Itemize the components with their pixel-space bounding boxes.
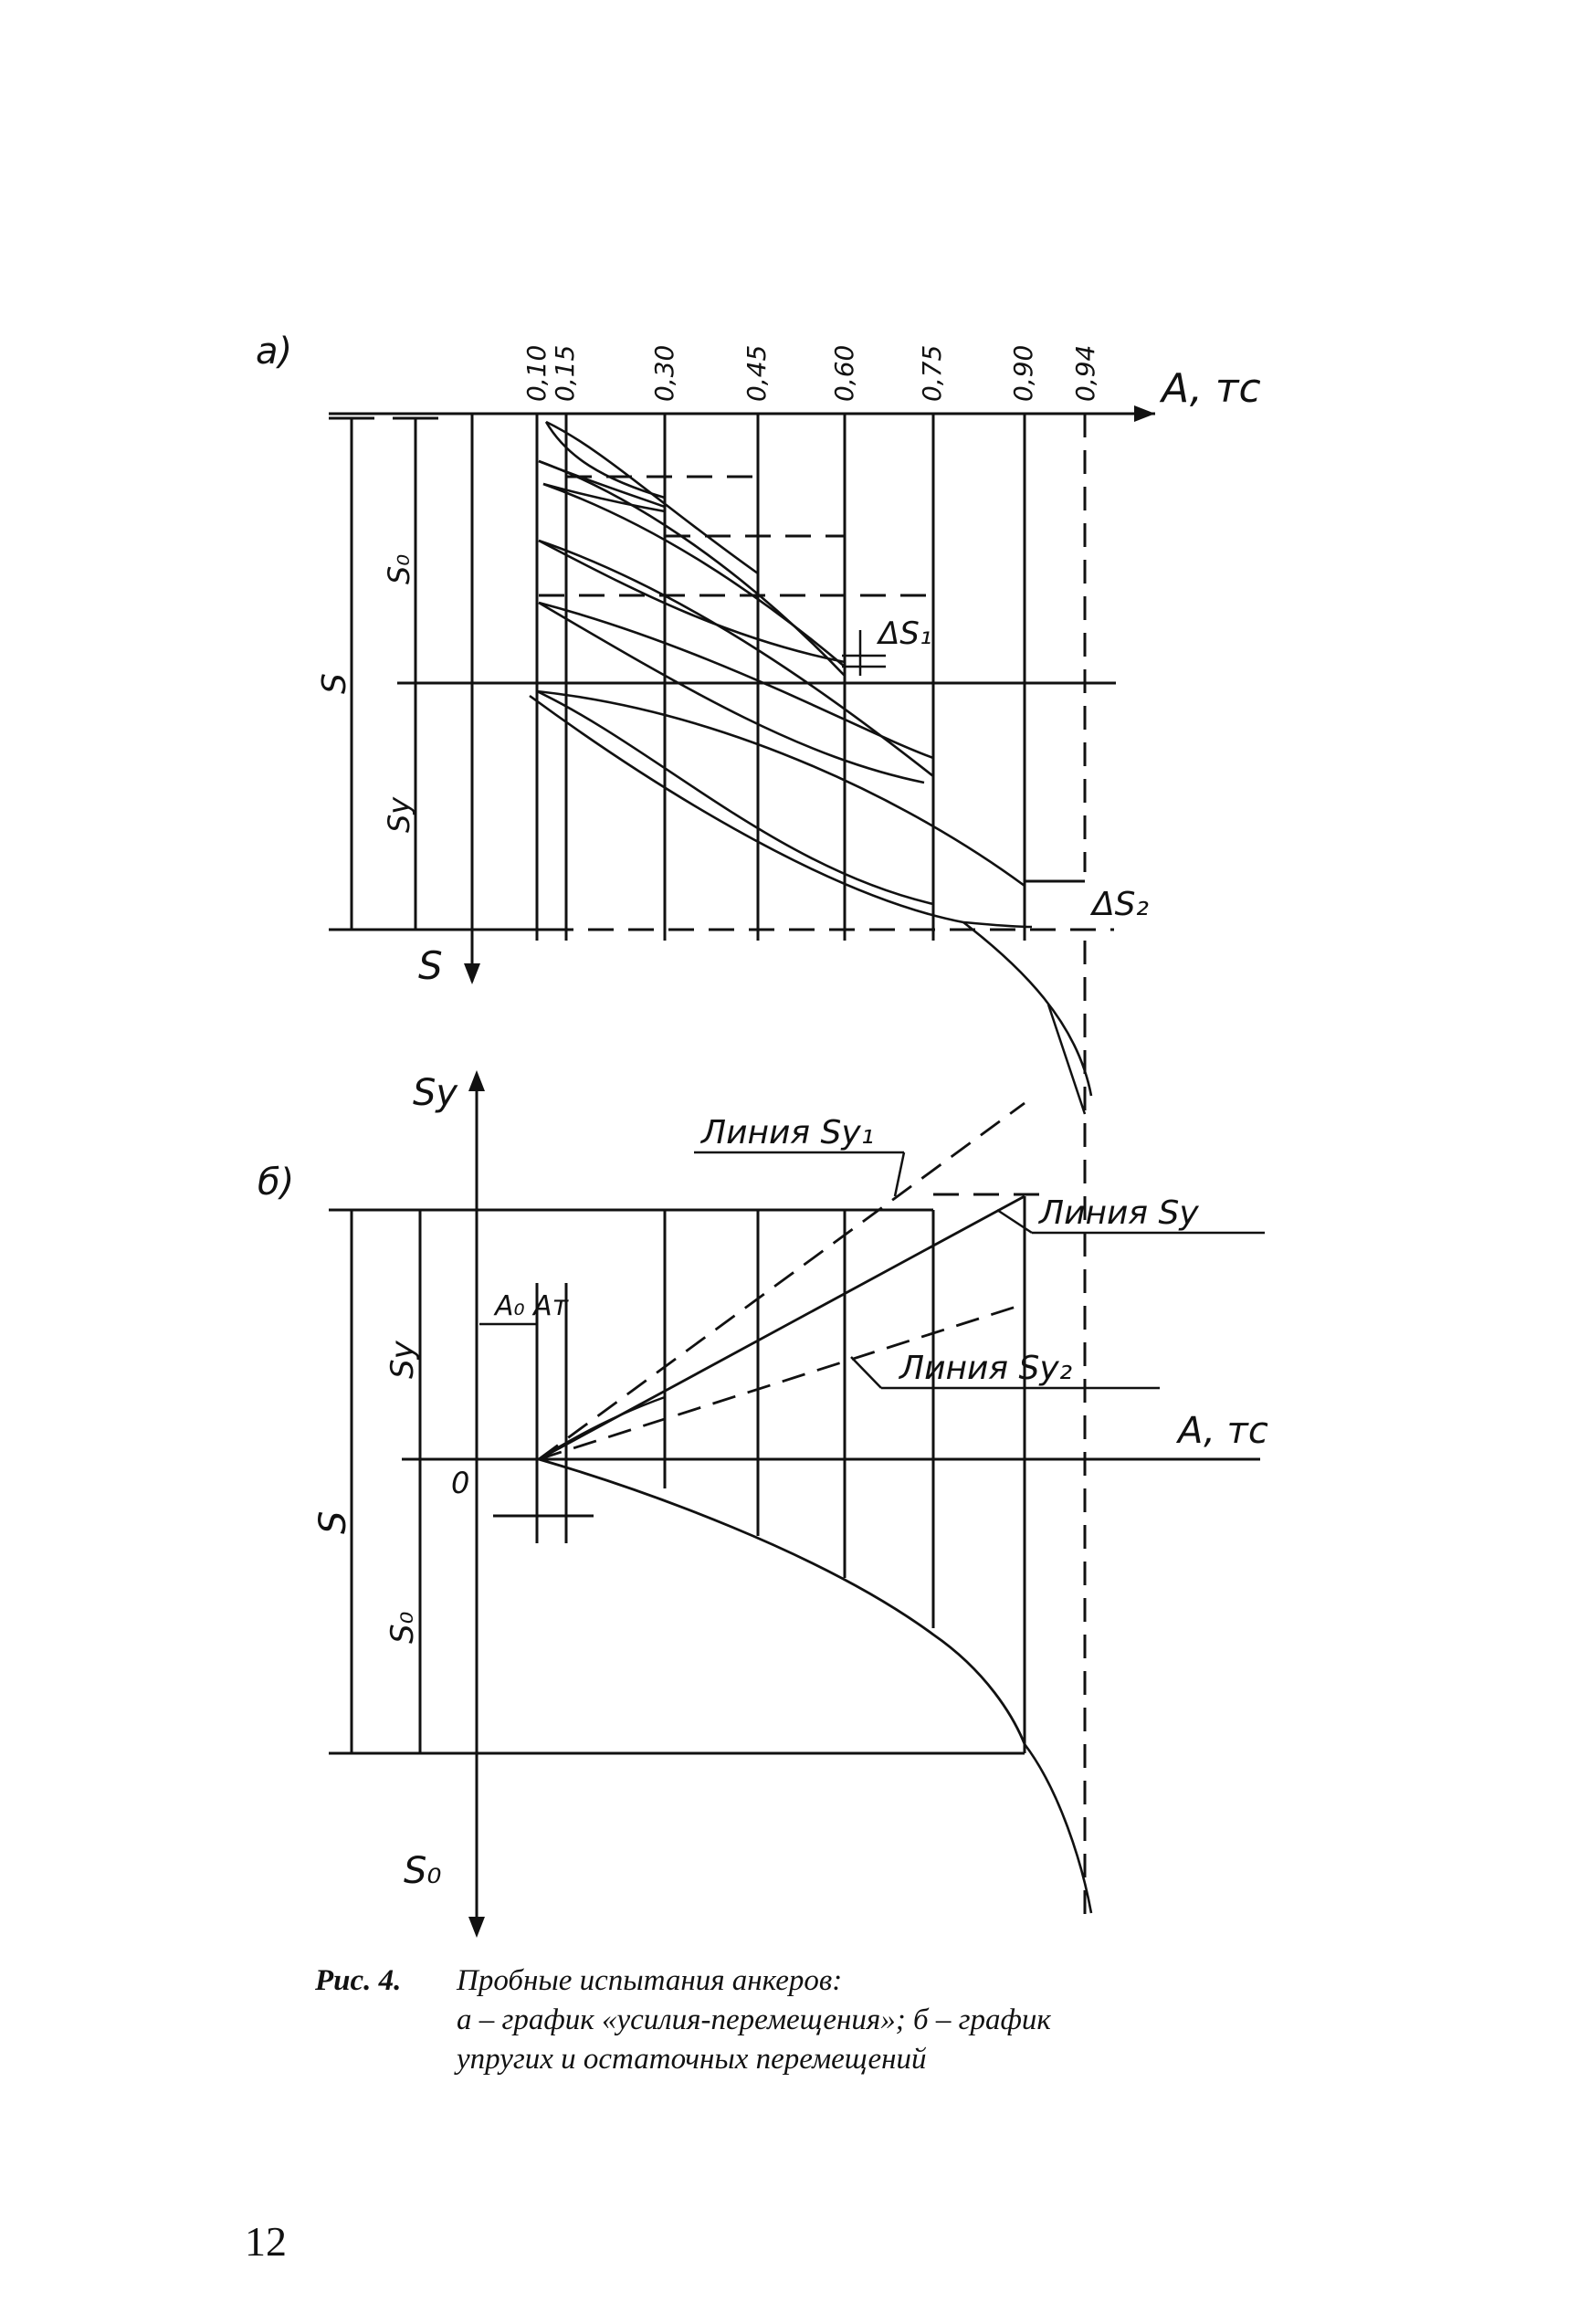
part-b-origin-label: 0 bbox=[451, 1466, 470, 1500]
part-a-dim-so: S₀ bbox=[382, 553, 416, 584]
part-a-dim-s: S bbox=[316, 673, 353, 694]
part-b-force-lines bbox=[537, 1196, 1025, 1753]
tick-label-0-30: 0,30 bbox=[649, 344, 679, 402]
tick-label-0-75: 0,75 bbox=[917, 344, 947, 402]
part-a-label: а) bbox=[256, 331, 293, 373]
part-b-boundaries bbox=[329, 1210, 1025, 1753]
part-b-a-labels: A₀ Aт bbox=[495, 1290, 569, 1322]
page-number: 12 bbox=[245, 2218, 287, 2265]
part-b-label: б) bbox=[258, 1162, 295, 1204]
caption-line-3: упругих и остаточных перемещений bbox=[457, 2043, 927, 2076]
part-b-line-sy2-label: Линия Sу₂ bbox=[899, 1350, 1073, 1387]
tick-label-0-94: 0,94 bbox=[1070, 344, 1100, 402]
part-b-line-sy1-label: Линия Sу₁ bbox=[701, 1114, 875, 1151]
part-a-s-axis-label: S bbox=[418, 943, 443, 988]
tick-label-0-10: 0,10 bbox=[521, 344, 552, 402]
part-a-delta-s2: ΔS₂ bbox=[1092, 886, 1149, 923]
part-a-dimensions bbox=[329, 418, 1116, 930]
tick-label-0-15: 0,15 bbox=[550, 344, 580, 402]
part-b-sy-axis-label: Sу bbox=[413, 1072, 458, 1114]
tick-label-0-60: 0,60 bbox=[829, 344, 859, 402]
part-a-curves bbox=[530, 422, 1091, 1096]
tick-label-0-45: 0,45 bbox=[741, 344, 772, 402]
part-b-dim-s: S bbox=[312, 1510, 354, 1534]
part-a-tick-labels bbox=[521, 345, 1100, 402]
tick-label-0-90: 0,90 bbox=[1008, 344, 1038, 402]
part-b-residual-curve bbox=[539, 1459, 1025, 1744]
part-b-axis-arrow-down bbox=[468, 1917, 485, 1938]
part-a-dim-sy: Sу bbox=[382, 796, 416, 833]
part-a-top-axis-arrow bbox=[1134, 405, 1155, 422]
part-a-dashed-levels bbox=[539, 477, 1114, 930]
part-b-line-sy1 bbox=[539, 1103, 1025, 1459]
caption-line-2: а – график «усилия-перемещения»; б – график bbox=[457, 2003, 1051, 2036]
figure-caption bbox=[315, 1961, 1320, 2079]
part-b-x-axis-label: A, тс bbox=[1178, 1410, 1268, 1452]
part-b-dim-so: S₀ bbox=[384, 1611, 421, 1644]
part-b-so-axis-label: S₀ bbox=[404, 1850, 442, 1892]
part-a-x-axis-label: A, тс bbox=[1162, 365, 1261, 412]
caption-line-1: Пробные испытания анкеров: bbox=[457, 1964, 843, 1997]
part-b-residual-curve-tail bbox=[1025, 1744, 1091, 1913]
part-a-delta-s1: ΔS₁ bbox=[878, 615, 932, 652]
part-b-dim-sy: Sу bbox=[384, 1341, 421, 1379]
part-b-line-sy-label: Линия Sу bbox=[1039, 1194, 1199, 1232]
part-b-axis-arrow-up bbox=[468, 1070, 485, 1091]
caption-label: Рис. 4. bbox=[315, 1964, 402, 1997]
part-a-s-axis-arrow bbox=[464, 963, 480, 984]
